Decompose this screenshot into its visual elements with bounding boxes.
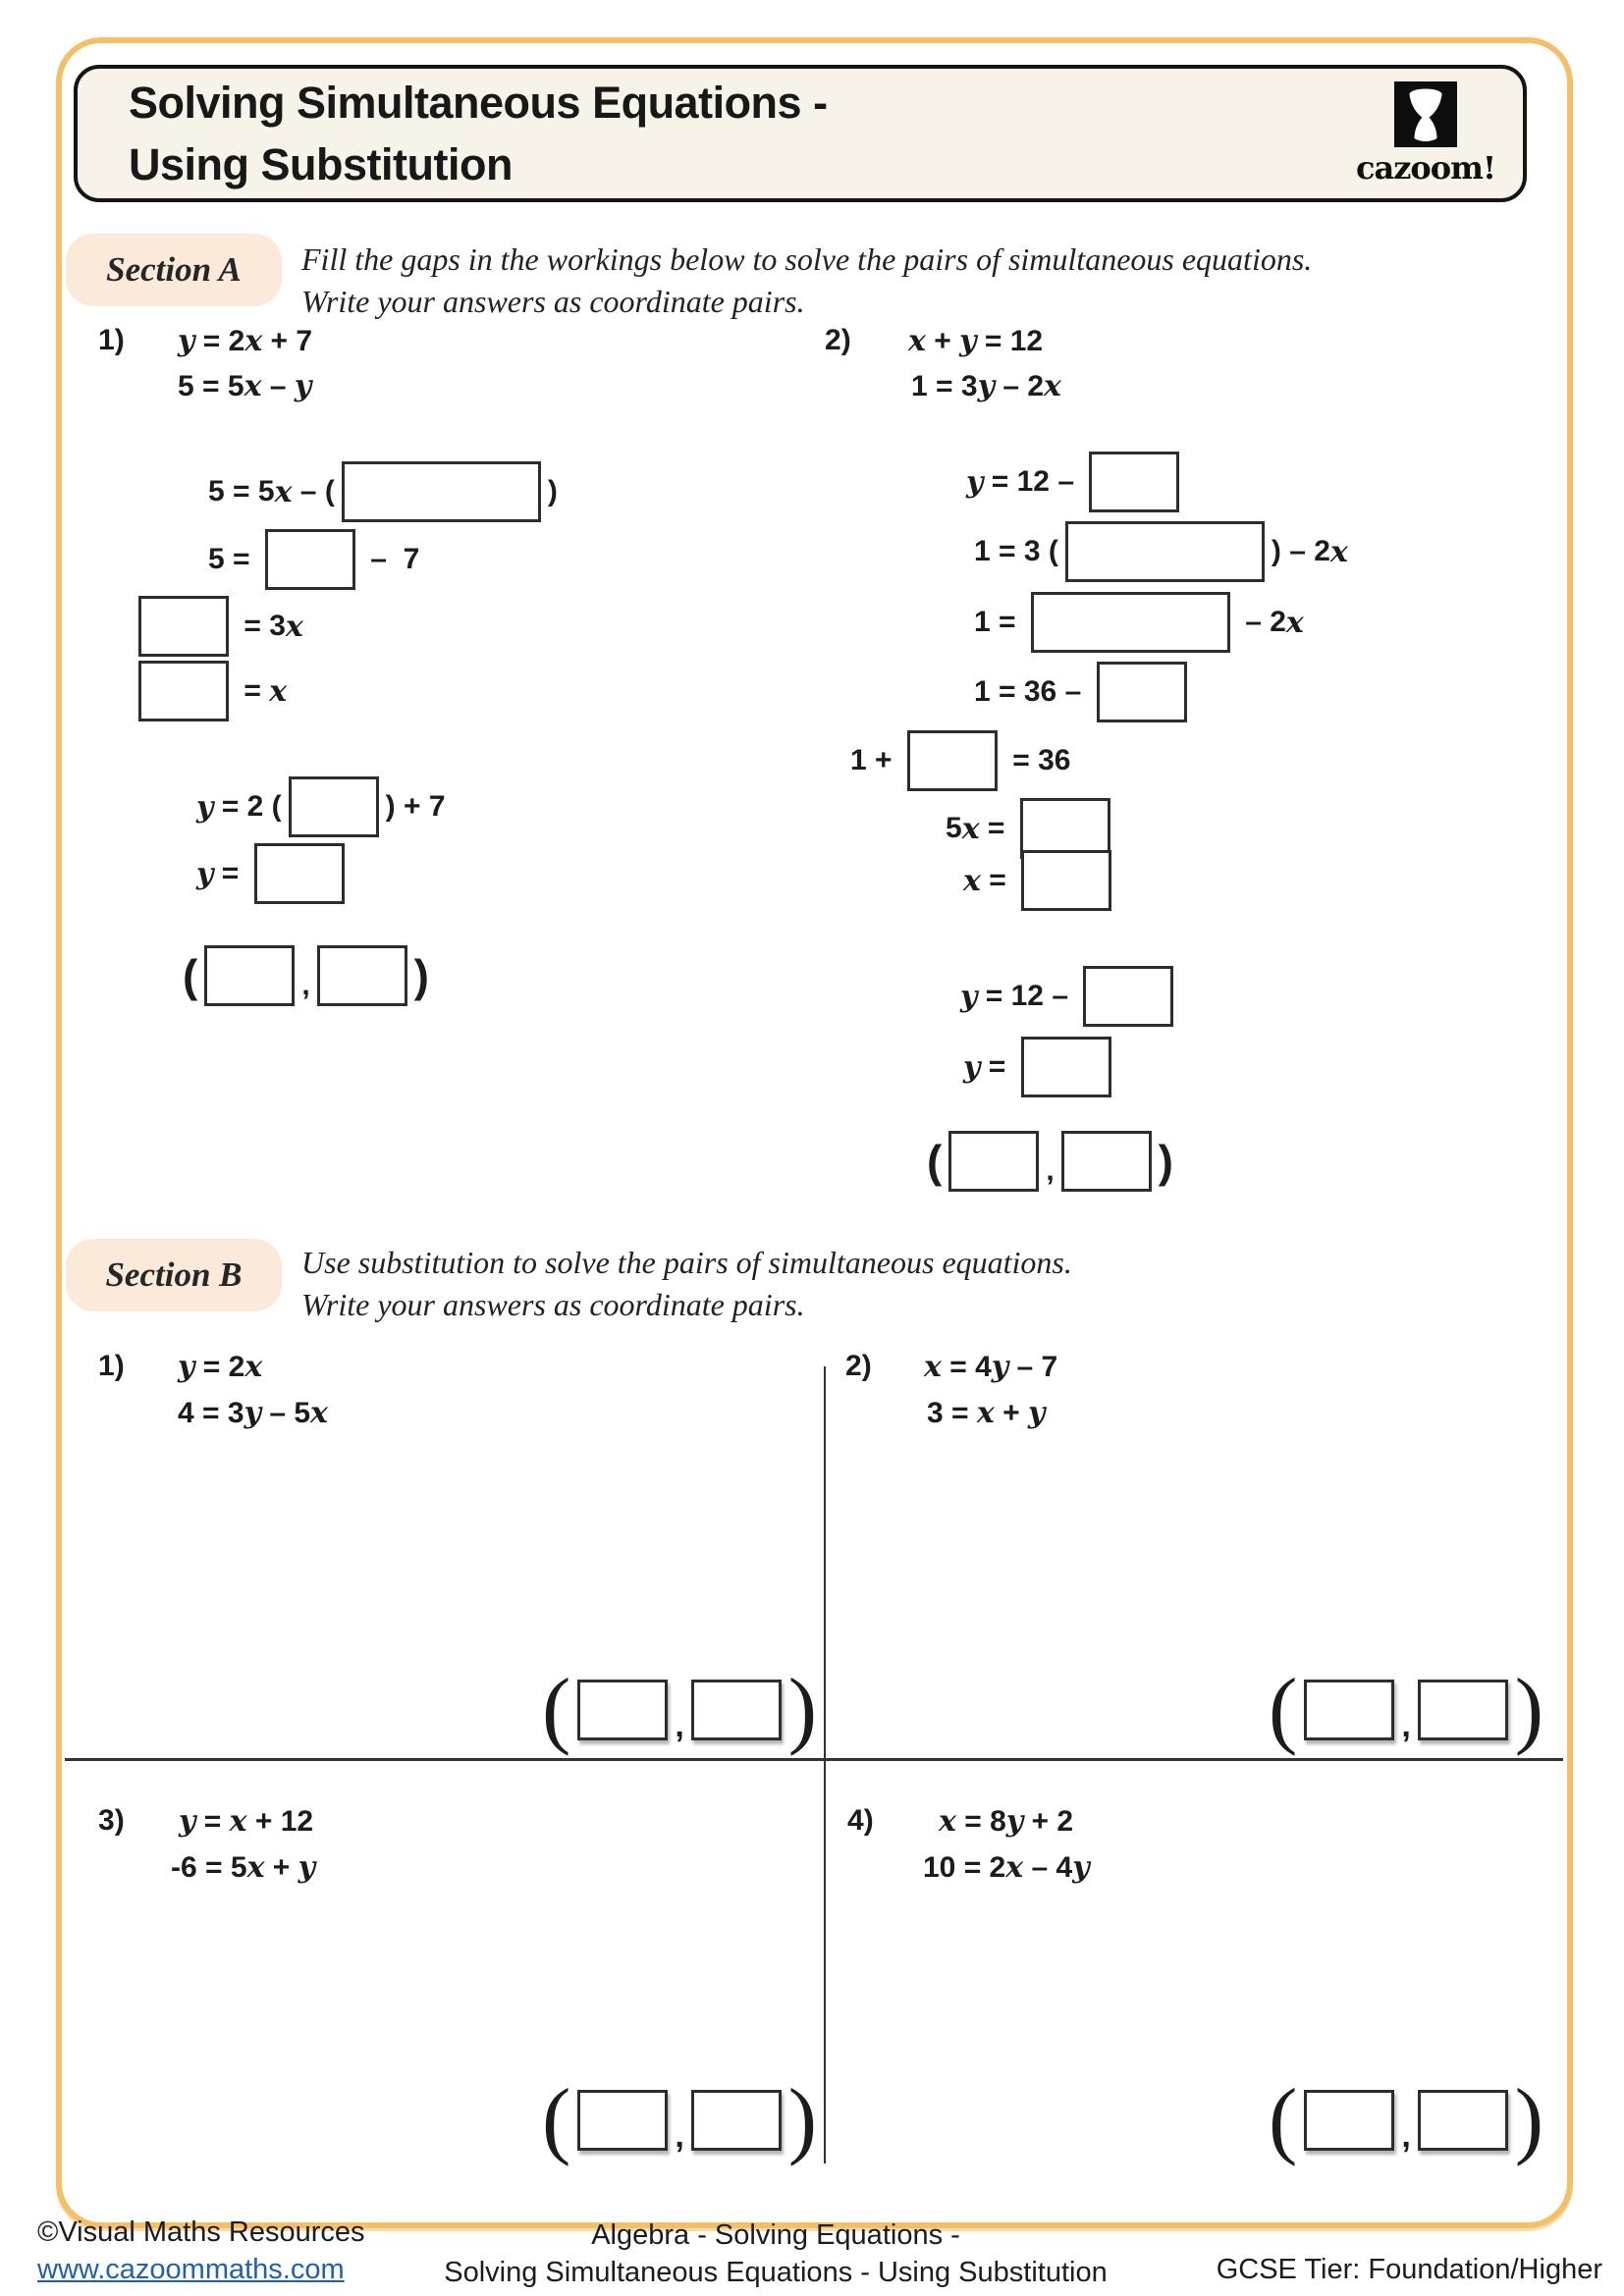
cazoom-logo xyxy=(1352,81,1499,187)
problem-number: 1 ) xyxy=(98,324,125,356)
math-variable: x xyxy=(229,1804,247,1839)
instruction-line: Write your answers as coordinate pairs. xyxy=(301,284,805,319)
equation-line: x + y = 12 xyxy=(908,324,1044,358)
gap-box[interactable] xyxy=(691,2090,782,2151)
answer-pair xyxy=(927,1131,1173,1192)
comma: , xyxy=(1401,2117,1411,2155)
math-variable: y xyxy=(963,1049,981,1085)
gap-box[interactable] xyxy=(1061,1131,1152,1192)
working-row: y = 2 ( ) + 7 xyxy=(196,776,446,837)
working-row: = x xyxy=(132,661,287,721)
working-row: y = xyxy=(196,843,352,904)
gap-box[interactable] xyxy=(138,661,229,721)
gap-box[interactable] xyxy=(1065,521,1265,582)
instruction-line: Use substitution to solve the pairs of simultaneous equations. xyxy=(301,1245,1072,1280)
equation-line: y = 2 x xyxy=(178,1350,263,1384)
math-variable: x xyxy=(1285,605,1304,640)
parenthesis: ) xyxy=(1271,535,1281,567)
math-variable: x xyxy=(269,673,288,709)
title-line-2: Using Substitution xyxy=(129,139,513,189)
math-variable: x xyxy=(939,1804,956,1839)
logo-wordmark: cazoom! xyxy=(1356,148,1495,187)
gap-box[interactable] xyxy=(1083,966,1173,1027)
gap-box[interactable] xyxy=(1418,2090,1508,2151)
parenthesis: ( xyxy=(542,1662,571,1757)
equation-line: 5 = 5 x – y xyxy=(178,369,312,403)
comma: , xyxy=(675,2117,684,2155)
gap-box[interactable] xyxy=(342,461,541,522)
parenthesis: ( xyxy=(1269,2072,1298,2167)
math-variable: x xyxy=(908,324,926,358)
answer-pair xyxy=(183,945,429,1006)
parenthesis: ) xyxy=(787,1662,818,1757)
math-variable: x xyxy=(246,1850,265,1885)
working-row: 1 + = 36 xyxy=(850,730,1070,791)
gap-box[interactable] xyxy=(1418,1680,1508,1740)
parenthesis: ) xyxy=(1514,1662,1544,1757)
working-row: 5 = – 7 xyxy=(208,529,419,590)
comma: , xyxy=(675,1707,684,1744)
equation-line: y = 2 x + 7 xyxy=(178,324,313,358)
math-variable: x xyxy=(976,1396,995,1430)
math-variable: y xyxy=(960,979,978,1014)
working-row: 1 = 3 ( ) – 2 x xyxy=(974,521,1348,582)
gap-box[interactable] xyxy=(1021,850,1111,911)
parenthesis: ) xyxy=(840,324,851,356)
gap-box[interactable] xyxy=(1097,662,1187,722)
math-variable: x xyxy=(1329,534,1348,569)
equation-line: x = 4 y – 7 xyxy=(924,1350,1058,1384)
parenthesis: ) xyxy=(1158,1136,1173,1187)
gap-box[interactable] xyxy=(907,730,998,791)
equation-line: 10 = 2 x – 4 y xyxy=(923,1850,1090,1885)
page-title xyxy=(78,72,1352,195)
equation-line: x = 8 y + 2 xyxy=(939,1804,1074,1839)
parenthesis: ) xyxy=(861,1350,872,1382)
parenthesis: ) xyxy=(114,1350,125,1382)
grid-divider-vertical xyxy=(824,1366,826,2163)
math-variable: y xyxy=(1027,1396,1046,1430)
equation-line: 4 = 3 y – 5 x xyxy=(178,1396,328,1430)
math-variable: x xyxy=(274,474,293,509)
working-row: y = xyxy=(963,1037,1118,1097)
working-row: 5 x = xyxy=(946,798,1117,859)
section-b-label: Section B xyxy=(66,1239,282,1311)
math-variable: y xyxy=(966,464,984,500)
math-variable: x xyxy=(963,863,981,898)
section-a-instructions xyxy=(301,239,1312,323)
gap-box[interactable] xyxy=(254,843,345,904)
comma: , xyxy=(1046,1154,1055,1187)
math-variable: y xyxy=(244,1396,261,1430)
parenthesis: ( xyxy=(1269,1662,1298,1757)
parenthesis: ) xyxy=(1514,2072,1544,2167)
working-row: 5 = 5 x – ( ) xyxy=(208,461,558,522)
parenthesis: ( xyxy=(542,2072,571,2167)
gap-box[interactable] xyxy=(289,776,379,837)
footer-topic-line-2: Solving Simultaneous Equations - Using Substitution xyxy=(444,2257,1108,2288)
section-b-instructions xyxy=(301,1242,1072,1326)
parenthesis: ( xyxy=(927,1136,943,1187)
parenthesis: ) xyxy=(547,475,558,507)
math-variable: y xyxy=(196,789,214,825)
answer-pair xyxy=(542,1662,818,1757)
parenthesis: ) xyxy=(114,324,125,356)
parenthesis: ( xyxy=(271,790,282,823)
gap-box[interactable] xyxy=(577,2090,668,2151)
math-variable: y xyxy=(294,369,312,403)
math-variable: y xyxy=(179,1804,196,1839)
gap-box[interactable] xyxy=(265,529,355,590)
gap-box[interactable] xyxy=(691,1680,782,1740)
page-border xyxy=(56,37,1573,2228)
instruction-line: Write your answers as coordinate pairs. xyxy=(301,1287,805,1322)
parenthesis: ) xyxy=(114,1804,125,1837)
drum-icon xyxy=(1394,81,1457,147)
section-a-label: Section A xyxy=(66,234,282,306)
working-row: x = xyxy=(963,850,1118,911)
parenthesis: ) xyxy=(863,1804,874,1837)
gap-box[interactable] xyxy=(577,1680,668,1740)
gap-box[interactable] xyxy=(138,596,229,657)
math-variable: x xyxy=(1005,1850,1024,1885)
math-variable: x xyxy=(924,1350,942,1384)
problem-number: 2 ) xyxy=(825,324,851,356)
math-variable: x xyxy=(244,369,262,403)
math-variable: y xyxy=(977,369,995,403)
comma: , xyxy=(1401,1707,1411,1744)
gap-box[interactable] xyxy=(1304,2090,1394,2151)
math-variable: x xyxy=(285,609,303,644)
title-line-1: Solving Simultaneous Equations - xyxy=(129,78,828,128)
gap-box[interactable] xyxy=(948,1131,1039,1192)
math-variable: y xyxy=(959,324,977,358)
equation-line: 1 = 3 y – 2 x xyxy=(911,369,1061,403)
math-variable: y xyxy=(1005,1804,1024,1839)
working-row: y = 12 – xyxy=(966,452,1186,512)
gap-box[interactable] xyxy=(1021,1037,1111,1097)
parenthesis: ( xyxy=(324,475,335,507)
footer-url-link[interactable]: www.cazoommaths.com xyxy=(37,2254,345,2285)
gap-box[interactable] xyxy=(317,945,407,1006)
answer-pair xyxy=(542,2072,818,2167)
equation-line: 3 = x + y xyxy=(927,1396,1046,1430)
grid-divider-horizontal xyxy=(65,1758,1563,1761)
gap-box[interactable] xyxy=(1304,1680,1394,1740)
problem-number: 4 ) xyxy=(847,1804,874,1837)
footer-copyright: ©Visual Maths Resources xyxy=(37,2216,365,2248)
problem-number: 1 ) xyxy=(98,1350,125,1382)
equation-line: -6 = 5 x + y xyxy=(171,1850,316,1885)
working-row: y = 12 – xyxy=(960,966,1180,1027)
parenthesis: ( xyxy=(183,950,198,1001)
math-variable: y xyxy=(298,1850,316,1885)
comma: , xyxy=(301,969,310,1001)
problem-number: 3 ) xyxy=(98,1804,125,1837)
parenthesis: ) xyxy=(385,790,396,823)
footer-tier: GCSE Tier: Foundation/Higher xyxy=(1216,2254,1602,2285)
math-variable: x xyxy=(1044,369,1061,403)
working-row: 1 = 36 – xyxy=(974,662,1194,722)
gap-box[interactable] xyxy=(204,945,295,1006)
math-variable: y xyxy=(1072,1850,1090,1885)
math-variable: x xyxy=(244,1350,263,1384)
gap-box[interactable] xyxy=(1089,452,1179,512)
worksheet-header xyxy=(74,65,1527,202)
gap-box[interactable] xyxy=(1031,592,1230,653)
footer-topic-line-1: Algebra - Solving Equations - xyxy=(591,2219,960,2251)
problem-number: 2 ) xyxy=(845,1350,872,1382)
math-variable: y xyxy=(196,856,214,891)
math-variable: y xyxy=(178,1350,195,1384)
math-variable: x xyxy=(310,1396,328,1430)
answer-pair xyxy=(1269,2072,1544,2167)
answer-pair xyxy=(1269,1662,1544,1757)
math-variable: x xyxy=(961,811,980,846)
math-variable: x xyxy=(244,324,263,358)
working-row: 1 = – 2 x xyxy=(974,592,1304,653)
equation-line: y = x + 12 xyxy=(179,1804,314,1839)
math-variable: y xyxy=(991,1350,1009,1384)
parenthesis: ) xyxy=(413,950,429,1001)
math-variable: y xyxy=(178,324,195,358)
parenthesis: ) xyxy=(787,2072,818,2167)
parenthesis: ( xyxy=(1048,535,1058,567)
working-row: = 3 x xyxy=(132,596,303,657)
instruction-line: Fill the gaps in the workings below to solve the pairs of simultaneous equations. xyxy=(301,241,1313,277)
